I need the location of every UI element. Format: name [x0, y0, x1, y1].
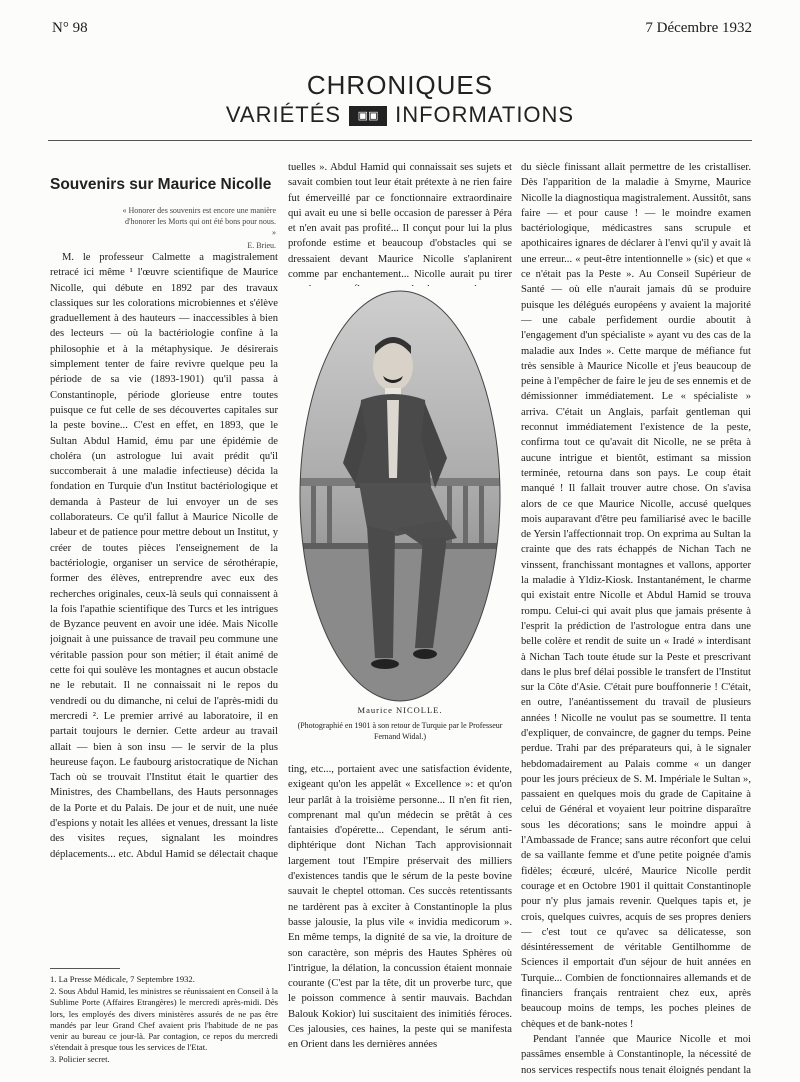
masthead-rule — [48, 140, 752, 141]
article-title: Souvenirs sur Maurice Nicolle — [50, 176, 272, 193]
paragraph: du siècle finissant allait permettre de les cristalliser. Dès l'apparition de la maladie à Smyrne, Maurice Nicolle la diagnostiqua magistralement. Aussitôt, sans faire — et pour cause ! — le moindre examen bactériologique, médicastres sans scrupule et apothicaires ignares de déclarer à l'envi qu'il y avait là une erreur... « peut-être intentionnelle » (sic) et que « ce n'était pas la Peste ». Au Conseil Supérieur de Santé — où elle n'aurait jamais dû se produire puisque les délégués européens y avaient la majorité — une cabale perfidement ourdie aboutit à l'engagement d'un spécialiste » ayant vu des cas de la maladie aux Indes ». Cette marque de méfiance fut très sensible à Maurice Nicolle et j'eus beaucoup de peine à l'empêcher de faire le jeu de ses ennemis et de démissionner immédiatement. Le « spécialiste » arriva. C'était un Anglais, parfait gentleman qui reconnut immédiatement l'existence de la peste, confirma tout ce qu'avait dit Nicolle, ne se prêta à aucune intrigue et bientôt, estimant sa mission terminée, retourna dans son pays. Le coup était manqué ! Il fallait trouver autre chose. On s'avisa alors de ce que Maurice Nicolle, accusé quelques mois auparavant d'être peu familiarisé avec le bacille de Yersin l'affectionnait trop. On exprima au Sultan la crainte que des rats échappés de Nichan Tach ne vinssent, franchissant montagnes et vallons, apporter la maladie à Yldiz-Kiosk. Instantanément, le charme qui existait entre Nicolle et Abdul Hamid se trouva rompu. Celui-ci qui avait plus que jamais présente à l'esprit la prédiction de l'astrologue entra dans une belle colère et rendit de suite un « Iradé » interdisant à Nichan Tach toute étude sur la Peste et prescrivant dans le plus bref délai possible le transfert de l'Institut sur la Côte d'Asie. C'était pure bouffonnerie ! C'était, en outre, l'anéantissement du travail de plusieurs années ! Nicolle ne voulut pas se soumettre. Il tenta d'expliquer, de convaincre, de gagner du temps. Peine perdue. Trahi par des préparateurs qui, à le signaler hebdomadairement au Palais comme « un danger pour les jours précieux de S. M. Impériale le Sultan », passaient en quelques mois du grade de Capitaine à celui de Général et voyaient leur poitrine disparaître sous les décorations; sans le moindre appui à l'Ambassade de France; sans autre réconfort que celui de sa vaillante femme et d'une petite poignée d'amis fidèles; écœuré, ulcéré, Maurice Nicolle perdit courage et en Octobre 1901 il quittait Constantinople pour n'y plus jamais revenir. Quelques tapis et, je crois, quelques cuivres, acquis de ses propres deniers — c'est tout ce qu'avec sa délicatesse, son désintéressement de véritable Gentilhomme de Sciences il emportait d'un séjour de huit années en Turquie... Combien de fonctionnaires allemands et de financiers français rentraient chez eux, après beaucoup moins de temps, les poches pleines de chèques et de bank-notes ! — [521, 162, 751, 1030]
paragraph: Pendant l'année que Maurice Nicolle et moi passâmes ensemble à Constantinople, la nécessité de nos services respectifs nous tenait éloignés pendant la — [521, 1033, 751, 1076]
paragraph: tuelles ». Abdul Hamid qui connaissait ses sujets et savait combien tout leur était prétexte à ne rien faire fut émerveillé par ce fonctionnaire extraordinaire qui avait eu une si belle occasion de paresser à Péra et n'en avait pas profité... Il conçut pour lui la plus profonde estime et beaucoup d'obstacles qui se dressaient devant Maurice Nicolle s'aplanirent comme par enchantement... Nicolle aurait pu tirer — [288, 162, 512, 281]
paragraph: M. le professeur Calmette a magistralement retracé ici même ¹ l'œuvre scientifique de Maurice Nicolle, qui débute en 1892 par des travaux classiques sur les colorations microbiennes et s'élève graduellement à des hauteurs — inaccessibles à bien des lecteurs — où la bactériologie confine à la philosophie et à la métaphysique. Je désirerais simplement tenter de faire revivre quelque peu la période de sa vie (1893-1901) qu'il passa à Constantinople, période glorieuse entre toutes puisque ce fut celle de ses découvertes capitales sur la peste bovine... C'est en effet, en 1893, que le Sultan Abdul Hamid, ému par une épidémie de choléra (un astrologue lui avait prédit qu'il succomberait à une maladie infectieuse) décida la fondation en Turquie d'un Institut bactériologique et demanda à Pasteur de lui envoyer un de ses collaborateurs. Ce qu'il fallut à Maurice Nicolle de labeur et de patience pour mettre debout un Institut, y créer de toutes pièces l'enseignement de la bactériologie, organiser un service de sérothérapie, former des élèves, entreprendre avec eux des recherches originales, ceux-là seuls qui connaissent à la fois l'apathie scientifique des Turcs et les intrigues de Byzance peuvent en avoir une idée. Mais Nicolle joignait à une puissance de travail peu commune une véritable passion pour son métier; il était animé de cette foi qui soulève les montagnes et aucun obstacle ne le rebutait. Il ne connaissait ni le repos du vendredi ou du dimanche, ni celui de l'après-midi du mercredi ². Le premier arrivé au laboratoire, il en partait toujours le dernier. Cette ardeur au travail allait — bien à son insu — le servir de la plus heureuse façon. Le faubourg aristocratique de Nichan Tach où se trouvait l'Institut était le quartier des Ministres, des Chambellans, des Hauts personnages de la Porte et du Palais. De jour et de nuit, une nuée d'espions y notait les allées et venues, dressant la liste des visites reçues, signalant les moindres déplacements... etc. Abdul Hamid se délectait chaque — [50, 252, 278, 860]
portrait-photo — [297, 288, 503, 704]
masthead-logo-icon: ▣▣ — [349, 106, 387, 126]
issue-number: N° 98 — [52, 20, 88, 36]
footnote-rule — [50, 968, 120, 969]
column-3 — [521, 160, 751, 1076]
footnote: 3. Policier secret. — [50, 1054, 110, 1065]
footnote: 1. La Presse Médicale, 7 Septembre 1932. — [50, 974, 195, 984]
epigraph-text: « Honorer des souvenirs est encore une manière d'honorer les Morts qui ont été bons pour nous. » — [122, 206, 276, 237]
epigraph-author: E. Brieu. — [247, 241, 276, 250]
photo-caption: Maurice NICOLLE. — [357, 705, 443, 715]
masthead-subtitle — [0, 102, 800, 128]
issue-date: 7 Décembre 1932 — [645, 20, 752, 36]
column-1 — [50, 250, 278, 862]
masthead-right: INFORMATIONS — [395, 102, 575, 127]
column-2-bottom — [288, 762, 512, 1076]
paragraph: ting, etc..., portaient avec une satisfaction évidente, exigeant qu'on les appelât « Excellence »: et qu'on leur parlât à la troisième personne... Il n'en fit rien, comprenant mal qu'un médecin se prêtât à ces fantaisies d'opérette... Cependant, le sérum anti-diphtérique dont Nichan Tach approvisionnait largement tout l'Empire préservait des milliers d'existences tandis que le sérum de la peste bovine sauvait le cheptel ottoman. Ces succès retentissants ne tardèrent pas à exciter à Constantinople la plus basse jalousie, la plus vile « invidia medicorum ». En même temps, la dignité de sa vie, la droiture de son caractère, son mépris des Hautes Sphères où l'intrigue, la délation, la concussion étaient monnaie courante (C'est par la tête, dit un proverbe turc, que le poisson commence à sentir mauvais. Bachdan Balouk Kokior) lui suscitaient des inimitiés féroces. Ces jalousies, ces haines, la peste qui se manifesta en Orient dans les dernières années — [288, 764, 512, 1051]
photo-credit: (Photographié en 1901 à son retour de Turquie par le Professeur Fernand Widal.) — [297, 721, 503, 741]
masthead-left: VARIÉTÉS — [225, 102, 342, 127]
footnotes — [50, 974, 278, 1067]
epigraph — [120, 205, 276, 251]
footnote: 2. Sous Abdul Hamid, les ministres se réunissaient en Conseil à la Sublime Porte (Affaires Etrangères) le mercredi après-midi. Dès lors, les employés des divers ministères assurés de ne pas être mandés par leur Grand Chef avaient pris l'habitude de ne pas venir au bureau ce jour-là. Par contagion, ce repos du mercredi s'étendait à presque tous les services de l'Etat. — [50, 986, 278, 1053]
masthead-title: CHRONIQUES — [306, 70, 494, 100]
column-2-top — [288, 160, 512, 286]
